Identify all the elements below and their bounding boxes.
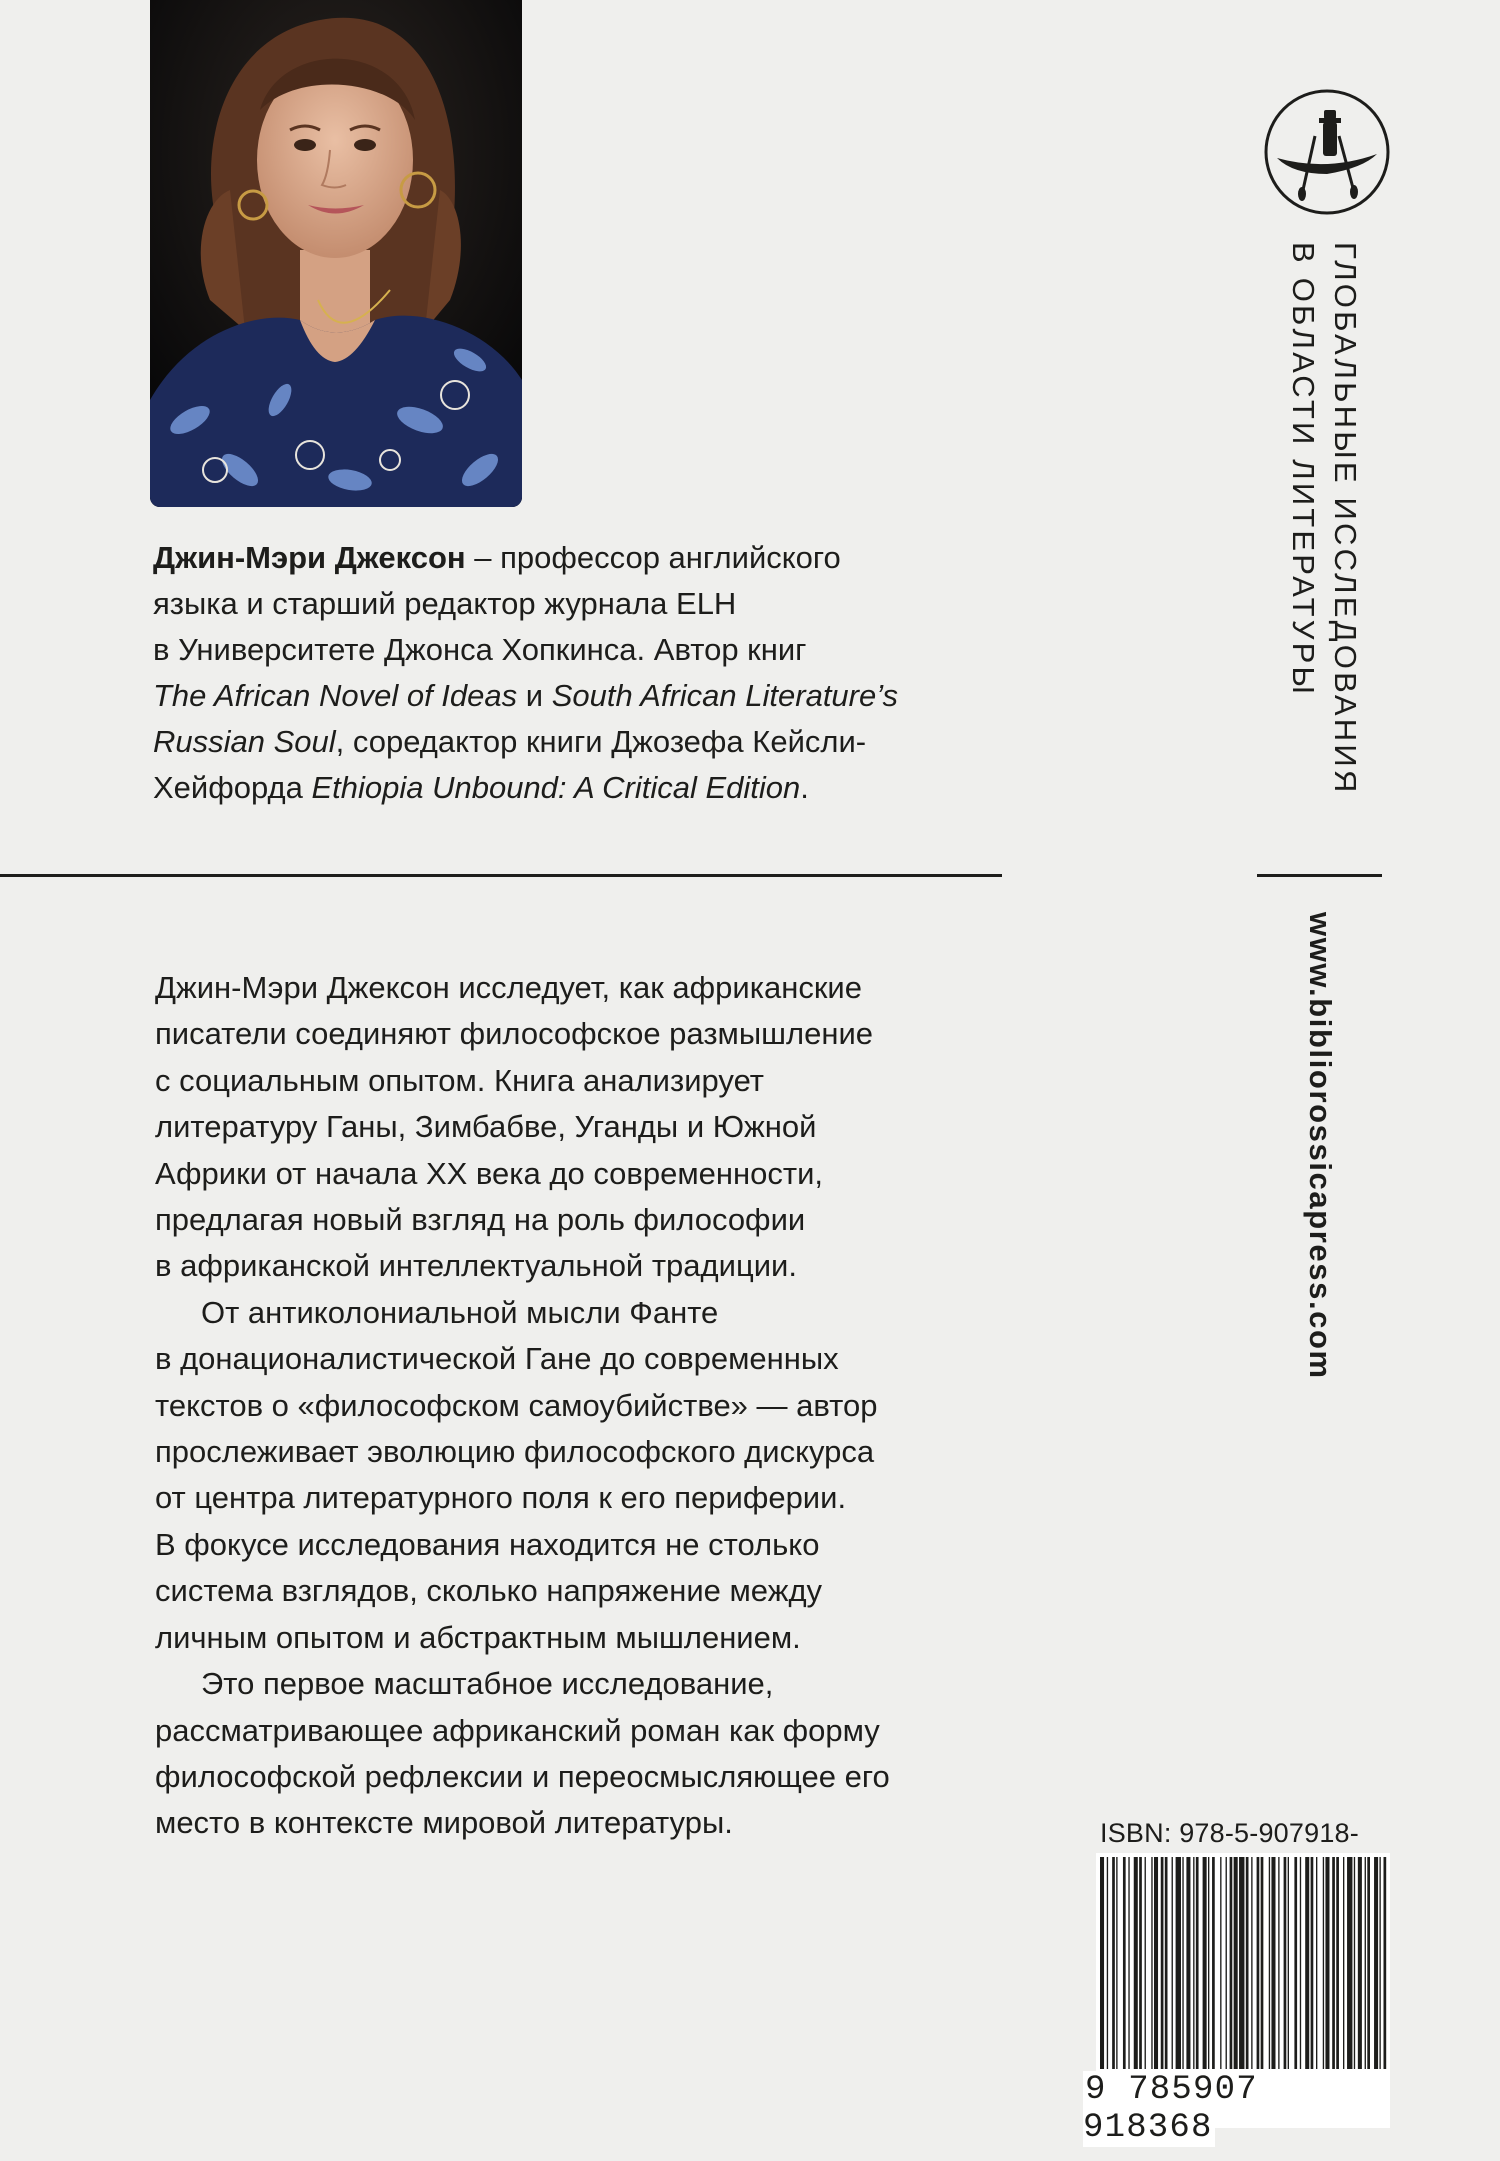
text-line: Это первое масштабное исследование,: [201, 1666, 774, 1702]
barcode-bar: [1284, 1857, 1287, 2069]
barcode-bar: [1332, 1857, 1335, 2069]
series-title-line: ГЛОБАЛЬНЫЕ ИССЛЕДОВАНИЯ: [1328, 242, 1363, 796]
barcode-bar: [1294, 1857, 1297, 2069]
barcode-bar: [1196, 1857, 1199, 2069]
author-name: Джин-Мэри Джексон: [153, 540, 466, 575]
bio-text: – профессор английского: [465, 540, 841, 575]
barcode-bar: [1384, 1857, 1387, 2069]
barcode-bar: [1193, 1857, 1194, 2069]
barcode-bar: [1323, 1857, 1324, 2069]
barcode-bar: [1234, 1857, 1238, 2069]
book-title: The African Novel of Ideas: [153, 678, 518, 713]
barcode-number: 9 785907 918368: [1083, 2071, 1258, 2147]
barcode-bar: [1123, 1857, 1126, 2069]
barcode-bar: [1208, 1857, 1209, 2069]
barcode-bar: [1212, 1857, 1215, 2069]
description-paragraph: [155, 1661, 1025, 1847]
text-line: рассматривающее африканский роман как форму: [155, 1712, 880, 1748]
barcode-bar: [1347, 1857, 1352, 2069]
publisher-website: www.bibliorossicapress.com: [1303, 912, 1338, 1380]
barcode-bar: [1220, 1857, 1221, 2069]
text-line: предлагая новый взгляд на роль философии: [155, 1202, 806, 1238]
barcode-bar: [1278, 1857, 1279, 2069]
text-line: Африки от начала XX века до современности,: [155, 1155, 824, 1191]
text-line: текстов о «философском самоубийстве» — автор: [155, 1387, 878, 1423]
author-photo: [150, 0, 522, 507]
book-title: Ethiopia Unbound: A Critical Edition: [311, 770, 801, 805]
barcode-bar: [1379, 1857, 1380, 2069]
bio-text: и: [517, 678, 552, 713]
book-title: Russian Soul: [153, 724, 336, 759]
barcode-bar: [1261, 1857, 1264, 2069]
barcode-bar: [1367, 1857, 1370, 2069]
text-line: От антиколониальной мысли Фанте: [201, 1294, 719, 1330]
barcode-bar: [1269, 1857, 1270, 2069]
text-line: система взглядов, сколько напряжение между: [155, 1573, 823, 1609]
barcode-bar: [1182, 1857, 1183, 2069]
barcode-bar: [1305, 1857, 1309, 2069]
barcode-bar: [1172, 1857, 1173, 2069]
series-title-line: В ОБЛАСТИ ЛИТЕРАТУРЫ: [1286, 242, 1321, 698]
barcode-bar: [1311, 1857, 1314, 2069]
text-line: Джин-Мэри Джексон исследует, как африканские: [155, 970, 862, 1005]
boat-rower-logo-icon: [1263, 88, 1391, 216]
author-portrait-image: [150, 0, 522, 507]
isbn-label: ISBN: 978-5-907918-: [1100, 1818, 1359, 1848]
barcode-bar: [1271, 1857, 1275, 2069]
barcode-bar: [1154, 1857, 1158, 2069]
barcode-bar: [1257, 1857, 1260, 2069]
text-line: в африканской интеллектуальной традиции.: [155, 1248, 797, 1284]
barcode-digits: [1083, 2071, 1393, 2147]
book-description: [155, 965, 1025, 1847]
barcode-bar: [1139, 1857, 1142, 2069]
divider-line: [1257, 874, 1382, 877]
barcode-bar: [1107, 1857, 1108, 2069]
barcode-bar: [1116, 1857, 1117, 2069]
text-line: философской рефлексии и переосмысляющее его: [155, 1758, 890, 1794]
text-line: личным опытом и абстрактным мышлением.: [155, 1619, 801, 1655]
series-title: [1282, 242, 1366, 795]
bio-text: Хейфорда: [153, 770, 312, 805]
barcode-bar: [1145, 1857, 1146, 2069]
divider-line: [0, 874, 1002, 877]
text-line: прослеживает эволюцию философского дискурса: [155, 1434, 875, 1470]
barcode-bar: [1128, 1857, 1129, 2069]
barcode-bar: [1176, 1857, 1181, 2069]
barcode-bar: [1374, 1857, 1378, 2069]
barcode-bar: [1336, 1857, 1339, 2069]
text-line: от центра литературного поля к его периферии.: [155, 1480, 847, 1516]
barcode-bar: [1316, 1857, 1317, 2069]
bio-text: языка и старший редактор журнала ELH: [153, 586, 737, 621]
barcode-bar: [1246, 1857, 1249, 2069]
barcode-bar: [1343, 1857, 1344, 2069]
barcode-bar: [1226, 1857, 1227, 2069]
bio-text: в Университете Джонса Хопкинса. Автор книг: [153, 632, 807, 667]
barcode-bar: [1325, 1857, 1329, 2069]
bio-text: .: [800, 770, 809, 805]
barcode-bar: [1165, 1857, 1168, 2069]
barcode-bar: [1186, 1857, 1190, 2069]
barcode-bar: [1100, 1857, 1104, 2069]
barcode-bar: [1151, 1857, 1152, 2069]
text-line: писатели соединяют философское размышление: [155, 1016, 873, 1052]
barcode-bar: [1354, 1857, 1355, 2069]
barcode-bar: [1358, 1857, 1362, 2069]
text-line: литературу Ганы, Зимбабве, Уганды и Южной: [155, 1109, 817, 1145]
text-line: в донационалистической Гане до современных: [155, 1341, 839, 1377]
text-line: с социальным опытом. Книга анализирует: [155, 1062, 764, 1098]
author-bio: [153, 535, 993, 811]
barcode-bar: [1134, 1857, 1138, 2069]
barcode-bar: [1203, 1857, 1207, 2069]
bio-text: , соредактор книги Джозефа Кейсли-: [335, 724, 867, 759]
barcode-bar: [1300, 1857, 1301, 2069]
description-paragraph: [155, 965, 1025, 1290]
barcode-bar: [1230, 1857, 1233, 2069]
barcode-bar: [1251, 1857, 1252, 2069]
description-paragraph: [155, 1290, 1025, 1661]
text-line: место в контексте мировой литературы.: [155, 1805, 733, 1841]
text-line: В фокусе исследования находится не столько: [155, 1526, 820, 1562]
barcode-bar: [1112, 1857, 1115, 2069]
barcode-bar: [1161, 1857, 1164, 2069]
barcode-bar: [1288, 1857, 1289, 2069]
book-title: South African Literature’s: [551, 678, 899, 713]
barcode-bar: [1365, 1857, 1366, 2069]
barcode-bar: [1239, 1857, 1244, 2069]
